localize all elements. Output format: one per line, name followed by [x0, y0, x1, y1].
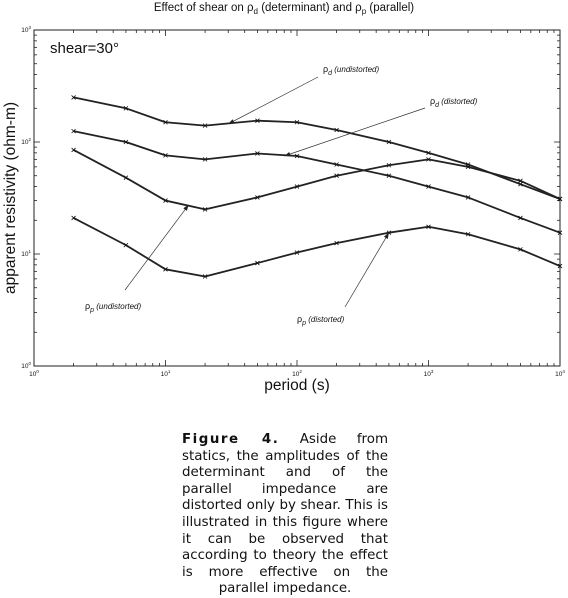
series-line-3 — [74, 150, 560, 210]
x-tick-label: $10^4$ — [555, 369, 565, 378]
title-rho-d: ρ — [247, 2, 254, 14]
series-line-4 — [74, 218, 560, 277]
annotations — [85, 64, 478, 327]
y-tick-label: $10^1$ — [21, 249, 31, 258]
title-mid: (determinant) and — [258, 2, 356, 14]
annotation-arrow — [228, 77, 318, 124]
caption-label: Figure 4. — [182, 432, 280, 447]
annotation-label: $\rho_p$ (undistorted) — [85, 301, 142, 314]
annotation-label: $\rho_d$ (distorted) — [430, 96, 478, 109]
y-tick-label: $10^0$ — [21, 361, 31, 370]
series-markers — [72, 95, 562, 278]
annotation-arrow — [345, 233, 389, 307]
shear-label: shear=30° — [50, 40, 119, 57]
series-lines — [74, 97, 560, 276]
caption-text: Aside from statics, the amplitudes of the determinant and of the parallel impedance are distorted only by shear. This is illustrated in this figure where it can be observed that according to theory the effect is more effective on the parallel impedance. — [182, 432, 388, 597]
x-tick-label: $10^2$ — [292, 369, 302, 378]
y-tick-label: $10^2$ — [21, 137, 31, 146]
chart-title — [154, 2, 414, 16]
y-tick-label: $10^3$ — [21, 25, 31, 34]
title-sub-p: p — [361, 7, 367, 16]
x-tick-label: $10^0$ — [29, 369, 39, 378]
title-prefix: Effect of shear on — [153, 2, 248, 14]
annotation-arrowhead — [284, 152, 290, 156]
annotation-arrowhead — [228, 119, 234, 124]
annotation-label: $\rho_p$ (distorted) — [297, 314, 345, 327]
annotation-arrow — [284, 108, 425, 156]
title-suffix: (parallel) — [366, 2, 415, 14]
y-axis-label: apparent resistivity (ohm-m) — [2, 101, 19, 295]
x-tick-label: $10^3$ — [423, 369, 434, 378]
x-tick-label: $10^1$ — [160, 369, 171, 378]
tick-labels — [21, 25, 565, 378]
title-sub-d: d — [253, 7, 259, 16]
x-axis-label: period (s) — [264, 377, 330, 394]
annotation-label: $\rho_d$ (undistorted) — [323, 64, 380, 77]
annotation-arrow — [125, 205, 189, 290]
figure-caption — [182, 432, 388, 598]
title-rho-p: ρ — [355, 2, 362, 14]
